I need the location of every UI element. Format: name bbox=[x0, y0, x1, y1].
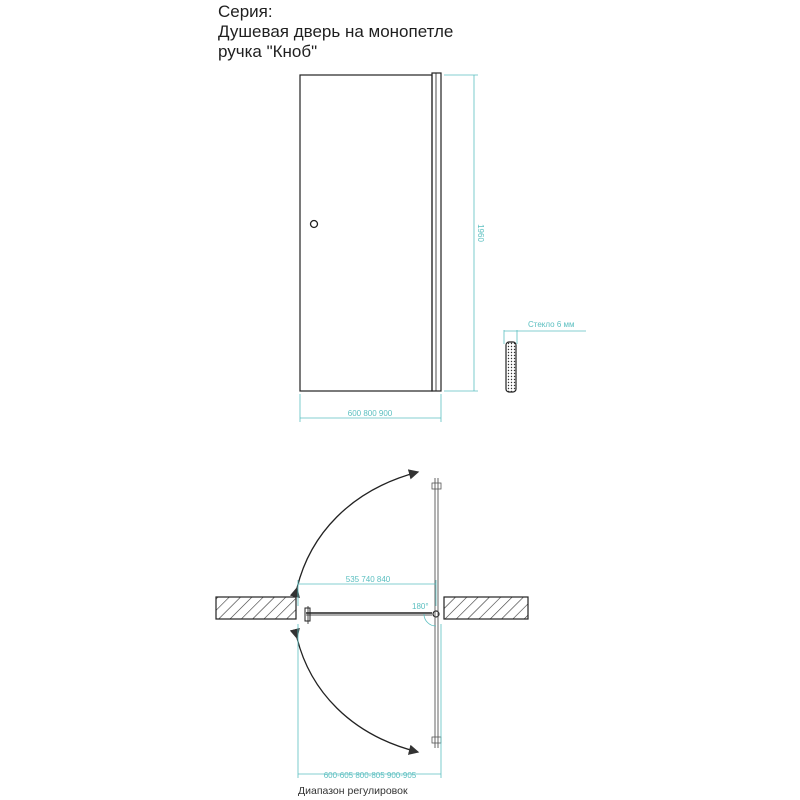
wall-profile bbox=[305, 608, 310, 621]
range-dimension bbox=[298, 624, 441, 778]
angle-label: 180° bbox=[412, 602, 429, 611]
swing-arc-inward bbox=[297, 638, 418, 752]
glass-section bbox=[506, 342, 516, 392]
opening-label: 535 740 840 bbox=[345, 575, 391, 584]
right-wall bbox=[444, 597, 528, 619]
glass-thickness-detail bbox=[504, 330, 586, 392]
width-label: 600 800 900 bbox=[347, 409, 393, 418]
range-label: 600-605 800-805 900-905 bbox=[323, 771, 417, 780]
plan-view bbox=[216, 472, 528, 797]
front-view bbox=[300, 73, 586, 422]
range-caption: Диапазон регулировок bbox=[298, 785, 408, 797]
height-label: 1960 bbox=[476, 224, 485, 242]
knob-handle bbox=[311, 221, 318, 228]
swing-arc-outward bbox=[297, 472, 418, 588]
series-label: Серия: bbox=[218, 2, 273, 21]
handle-type-title: ручка "Кноб" bbox=[218, 42, 318, 61]
door-panel bbox=[300, 75, 432, 391]
product-line-title: Душевая дверь на монопетле bbox=[218, 22, 454, 41]
glass-thickness-label: Стекло 6 мм bbox=[528, 320, 575, 329]
hinge-profile bbox=[432, 73, 441, 391]
height-dimension bbox=[444, 75, 478, 391]
left-wall bbox=[216, 597, 296, 619]
